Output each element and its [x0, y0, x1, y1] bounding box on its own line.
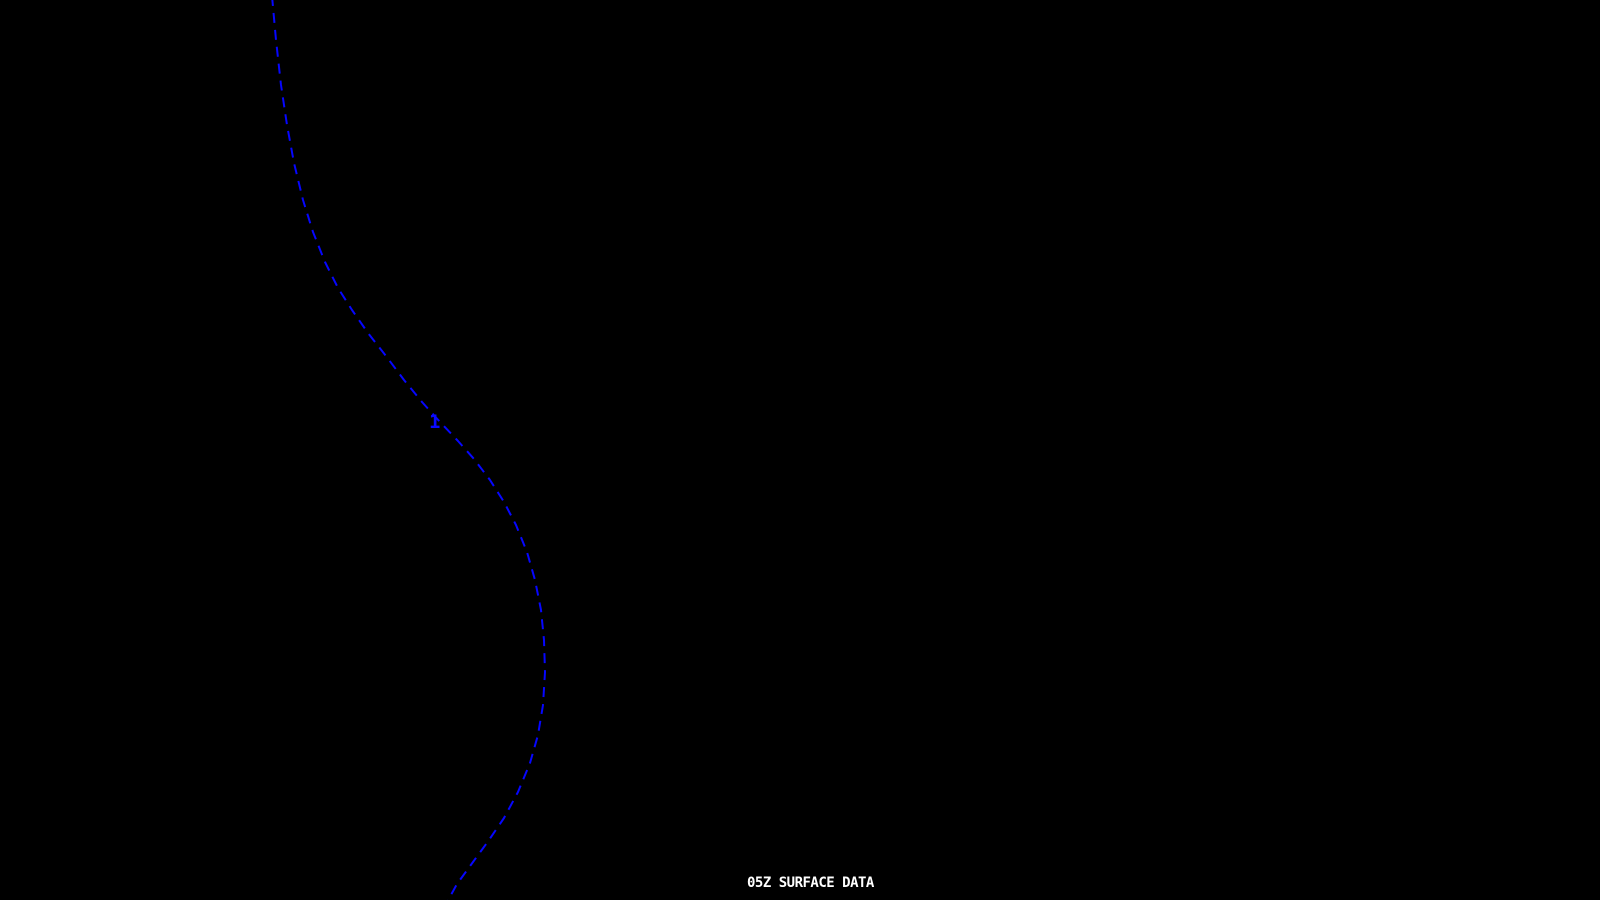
trough-dashed-line: [272, 0, 545, 900]
trough-line-label: 1: [429, 411, 441, 433]
plot-title: 05Z SURFACE DATA: [747, 875, 874, 891]
